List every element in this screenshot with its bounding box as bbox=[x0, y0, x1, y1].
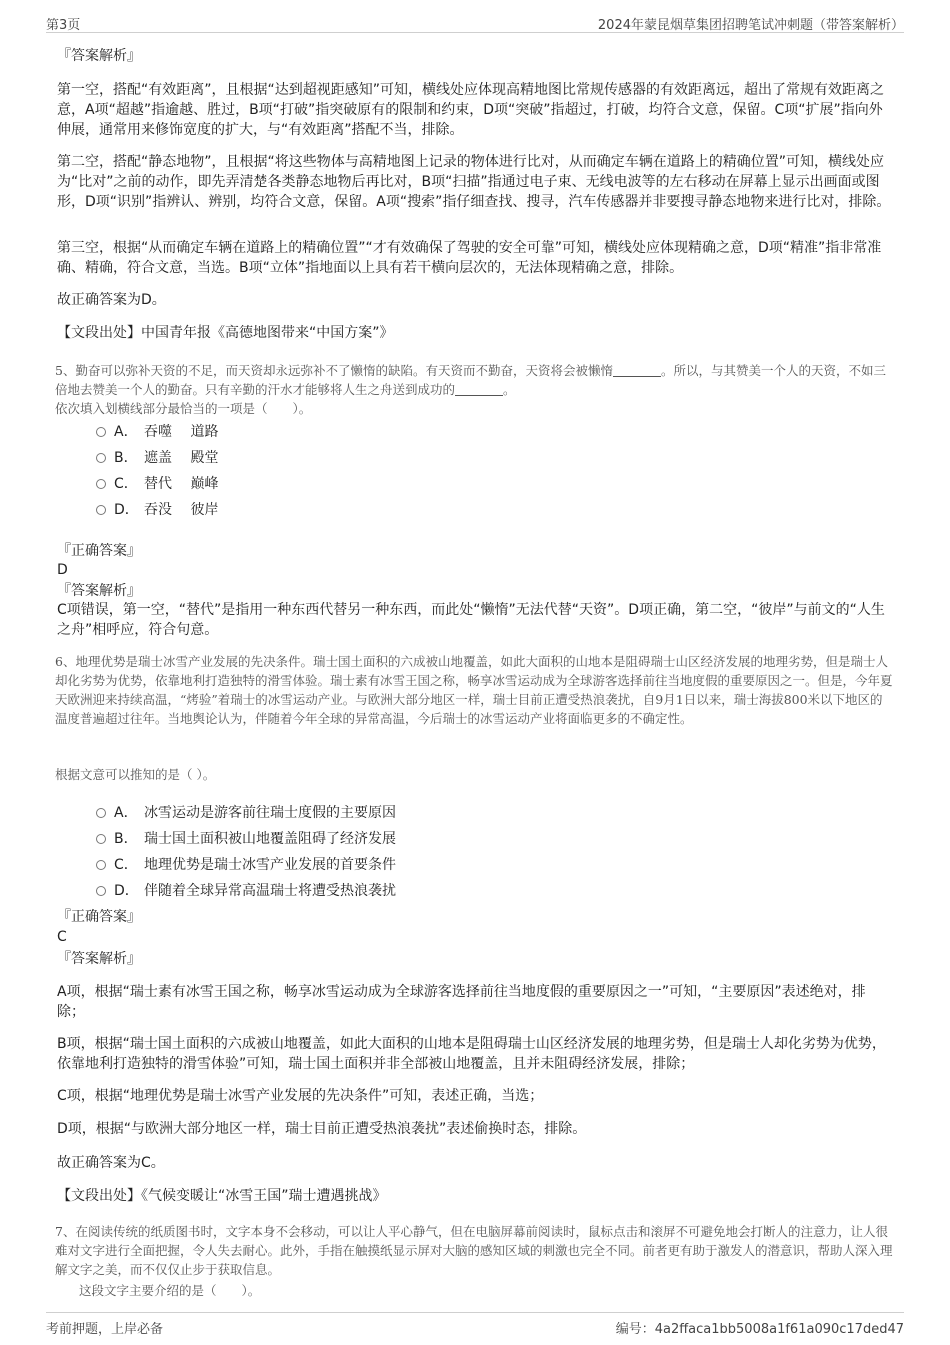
q6-option-a[interactable]: A． 冰雪运动是游客前往瑞士度假的主要原因 bbox=[96, 803, 396, 823]
q6-option-b[interactable]: B． 瑞士国土面积被山地覆盖阻碍了经济发展 bbox=[96, 829, 396, 849]
q5-analysis: C项错误，第一空，“替代”是指用一种东西代替另一种东西，而此处“懒惰”无法代替“天资”。D项正确，第二空，“彼岸”与前文的“人生之舟”相呼应，符合句意。 bbox=[57, 602, 885, 638]
q5-option-c[interactable]: C． 替代 巅峰 bbox=[96, 474, 218, 494]
analysis-label: 『答案解析』 bbox=[57, 48, 141, 64]
analysis-label: 『答案解析』 bbox=[57, 583, 141, 599]
source-text: 中国青年报《高德地图带来“中国方案”》 bbox=[141, 325, 394, 341]
source-label: 【文段出处】 bbox=[57, 1188, 141, 1204]
q6-stem: 6、地理优势是瑞士冰雪产业发展的先决条件。瑞士国土面积的六成被山地覆盖，如此大面积的山地本是阻碍瑞士山区经济发展的地理劣势，但是瑞士人却化劣势为优势，依靠地利打造独特的滑雪体验。瑞士素有冰雪王国之称，畅享冰雪运动成为全球游客选择前往当地度假的重要原因之一。但是，今年夏天欧洲迎来持续高温，“烤验”着瑞士的冰雪运动产业。与欧洲大部分地区一样，瑞士目前正遭受热浪袭扰，自9月1日以来，瑞士海拔800米以下地区的温度普遍超过往年。当地舆论认为，伴随着今年全球的异常高温，今后瑞士的冰雪运动产业将面临更多的不确定性。 bbox=[55, 654, 893, 726]
q6-source bbox=[57, 1186, 893, 1206]
radio-icon[interactable] bbox=[96, 427, 106, 437]
q6-option-d[interactable]: D． 伴随着全球异常高温瑞士将遭受热浪袭扰 bbox=[96, 881, 396, 901]
q4-conclusion: 故正确答案为D。 bbox=[57, 292, 166, 308]
source-text: 《气候变暖让“冰雪王国”瑞士遭遇挑战》 bbox=[141, 1188, 387, 1204]
q6-analysis-d: D项，根据“与欧洲大部分地区一样，瑞士目前正遭受热浪袭扰”表述偷换时态，排除。 bbox=[57, 1121, 587, 1137]
answer-label: 『正确答案』 bbox=[57, 909, 141, 925]
q6-answer: C bbox=[57, 929, 67, 945]
q6-analysis-a: A项，根据“瑞士素有冰雪王国之称，畅享冰雪运动成为全球游客选择前往当地度假的重要原因之一”可知，“主要原因”表述绝对，排除； bbox=[57, 984, 866, 1020]
page-header bbox=[46, 10, 904, 33]
q7-stem: 7、在阅读传统的纸质图书时，文字本身不会移动，可以让人平心静气，但在电脑屏幕前阅读时，鼠标点击和滚屏不可避免地会打断人的注意力，让人很难对文字进行全面把握，令人失去耐心。此外，手指在触摸纸显示屏对大脑的感知区域的刺激也完全不同。前者更有助于激发人的潜意识，帮助人深入理解文字之美，而不仅仅止步于获取信息。 bbox=[55, 1224, 893, 1277]
answer-label: 『正确答案』 bbox=[57, 543, 141, 559]
q5-answer: D bbox=[57, 562, 68, 578]
radio-icon[interactable] bbox=[96, 453, 106, 463]
radio-icon[interactable] bbox=[96, 505, 106, 515]
q5-stem: 5、勤奋可以弥补天资的不足，而天资却永远弥补不了懒惰的缺陷。有天资而不勤奋，天资将会被懒惰 。所以，与其赞美一个人的天资，不如三倍地去赞美一个人的勤奋。只有辛勤的汗水才能够将人生之舟送到成功的 。 bbox=[55, 363, 886, 397]
radio-icon[interactable] bbox=[96, 860, 106, 870]
document-title: 2024年蒙昆烟草集团招聘笔试冲刺题（带答案解析） bbox=[597, 18, 904, 33]
fill-blank bbox=[455, 383, 503, 396]
q4-analysis-blank2: 第二空，搭配“静态地物”，且根据“将这些物体与高精地图上记录的物体进行比对，从而确定车辆在道路上的精确位置”可知，横线处应为“比对”之前的动作，即先弄清楚各类静态地物后再比对，B项“扫描”指通过电子束、无线电波等的左右移动在屏幕上显示出画面或图形，D项“识别”指辨认、辨别，均符合文意，保留。A项“搜索”指仔细查找、搜寻，汽车传感器并非要搜寻静态地物来进行比对，排除。 bbox=[57, 154, 891, 210]
page-number: 第3页 bbox=[46, 18, 81, 33]
q6-conclusion: 故正确答案为C。 bbox=[57, 1155, 165, 1171]
q6-analysis-c: C项，根据“地理优势是瑞士冰雪产业发展的先决条件”可知，表述正确，当选； bbox=[57, 1088, 544, 1104]
page-footer bbox=[46, 1312, 904, 1335]
source-label: 【文段出处】 bbox=[57, 325, 141, 341]
footer-slogan: 考前押题，上岸必备 bbox=[46, 1322, 164, 1337]
q4-source bbox=[57, 323, 893, 343]
q6-option-c[interactable]: C． 地理优势是瑞士冰雪产业发展的首要条件 bbox=[96, 855, 396, 875]
fill-blank bbox=[613, 364, 661, 377]
radio-icon[interactable] bbox=[96, 808, 106, 818]
q4-analysis-blank3: 第三空，根据“从而确定车辆在道路上的精确位置”“才有效确保了驾驶的安全可靠”可知，横线处应体现精确之意，D项“精准”指非常准确、精确，符合文意，当选。B项“立体”指地面以上具有若干横向层次的，无法体现精确之意，排除。 bbox=[57, 240, 882, 276]
footer-code: 编号：4a2ffaca1bb5008a1f61a090c17ded47 bbox=[615, 1322, 904, 1337]
radio-icon[interactable] bbox=[96, 886, 106, 896]
radio-icon[interactable] bbox=[96, 834, 106, 844]
q5-instruction: 依次填入划横线部分最恰当的一项是（ ）。 bbox=[55, 401, 312, 416]
radio-icon[interactable] bbox=[96, 479, 106, 489]
q5-option-d[interactable]: D． 吞没 彼岸 bbox=[96, 500, 218, 520]
q5-option-a[interactable]: A． 吞噬 道路 bbox=[96, 422, 218, 442]
analysis-label: 『答案解析』 bbox=[57, 951, 141, 967]
q6-analysis-b: B项，根据“瑞士国土面积的六成被山地覆盖，如此大面积的山地本是阻碍瑞士山区经济发展的地理劣势，但是瑞士人却化劣势为优势，依靠地利打造独特的滑雪体验”可知，瑞士国土面积并非全部被山地覆盖，且并未阻碍经济发展，排除； bbox=[57, 1036, 886, 1072]
q5-option-b[interactable]: B． 遮盖 殿堂 bbox=[96, 448, 218, 468]
q4-analysis-blank1: 第一空，搭配“有效距离”，且根据“达到超视距感知”可知，横线处应体现高精地图比常规传感器的有效距离远，超出了常规有效距离之意，A项“超越”指逾越、胜过，B项“打破”指突破原有的限制和约束，D项“突破”指超过，打破，均符合文意，保留。C项“扩展”指向外伸展，通常用来修饰宽度的扩大，与“有效距离”搭配不当，排除。 bbox=[57, 82, 885, 138]
q7-instruction: 这段文字主要介绍的是（ ）。 bbox=[79, 1283, 261, 1298]
q6-instruction: 根据文意可以推知的是（ ）。 bbox=[55, 767, 216, 782]
